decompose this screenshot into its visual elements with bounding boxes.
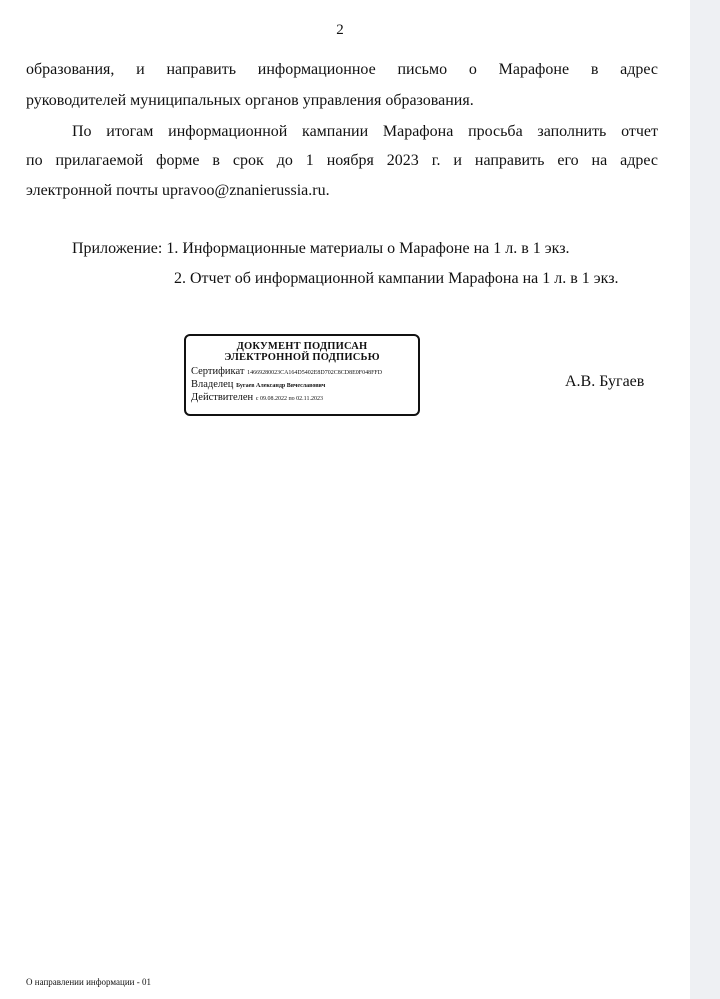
stamp-certificate-row <box>191 366 413 379</box>
body-paragraph-1-line-1: образования, и направить информационное письмо о Марафоне в адрес <box>26 61 658 78</box>
body-paragraph-2-line-2: по прилагаемой форме в срок до 1 ноября 2023 г. и направить его на адрес <box>26 152 658 169</box>
stamp-valid-label: Действителен <box>191 392 254 403</box>
signatory-name: А.В. Бугаев <box>565 373 645 390</box>
attachments-line-1 <box>72 239 570 259</box>
footer-document-reference: О направлении информации - 01 <box>26 977 151 987</box>
stamp-owner-label: Владелец <box>191 379 234 390</box>
attachments-label: Приложение: <box>72 240 163 257</box>
stamp-certificate-value: 14669280023CA164D5402E8D702C8CD8E0F048FFD <box>247 370 383 376</box>
attachment-item-2: 2. Отчет об информационной кампании Марафона на 1 л. в 1 экз. <box>174 270 619 287</box>
stamp-certificate-label: Сертификат <box>191 366 245 377</box>
attachment-item-1: 1. Информационные материалы о Марафоне на 1 л. в 1 экз. <box>166 240 570 257</box>
stamp-owner-row <box>191 379 413 392</box>
body-paragraph-1-line-2: руководителей муниципальных органов управления образования. <box>26 92 474 109</box>
body-paragraph-2-line-1: По итогам информационной кампании Марафона просьба заполнить отчет <box>72 123 658 140</box>
electronic-signature-stamp <box>184 334 420 416</box>
stamp-title-line-2: ЭЛЕКТРОННОЙ ПОДПИСЬЮ <box>224 352 380 363</box>
page-number: 2 <box>336 22 344 38</box>
viewer-side-margin <box>690 0 720 999</box>
stamp-title-line-1: ДОКУМЕНТ ПОДПИСАН <box>236 341 368 352</box>
stamp-valid-row <box>191 392 413 405</box>
body-paragraph-2-line-3: электронной почты upravoo@znanierussia.ru. <box>26 182 330 199</box>
stamp-valid-value: с 09.08.2022 по 02.11.2023 <box>255 396 323 402</box>
stamp-owner-value: Бугаев Александр Вячеславович <box>236 383 326 389</box>
